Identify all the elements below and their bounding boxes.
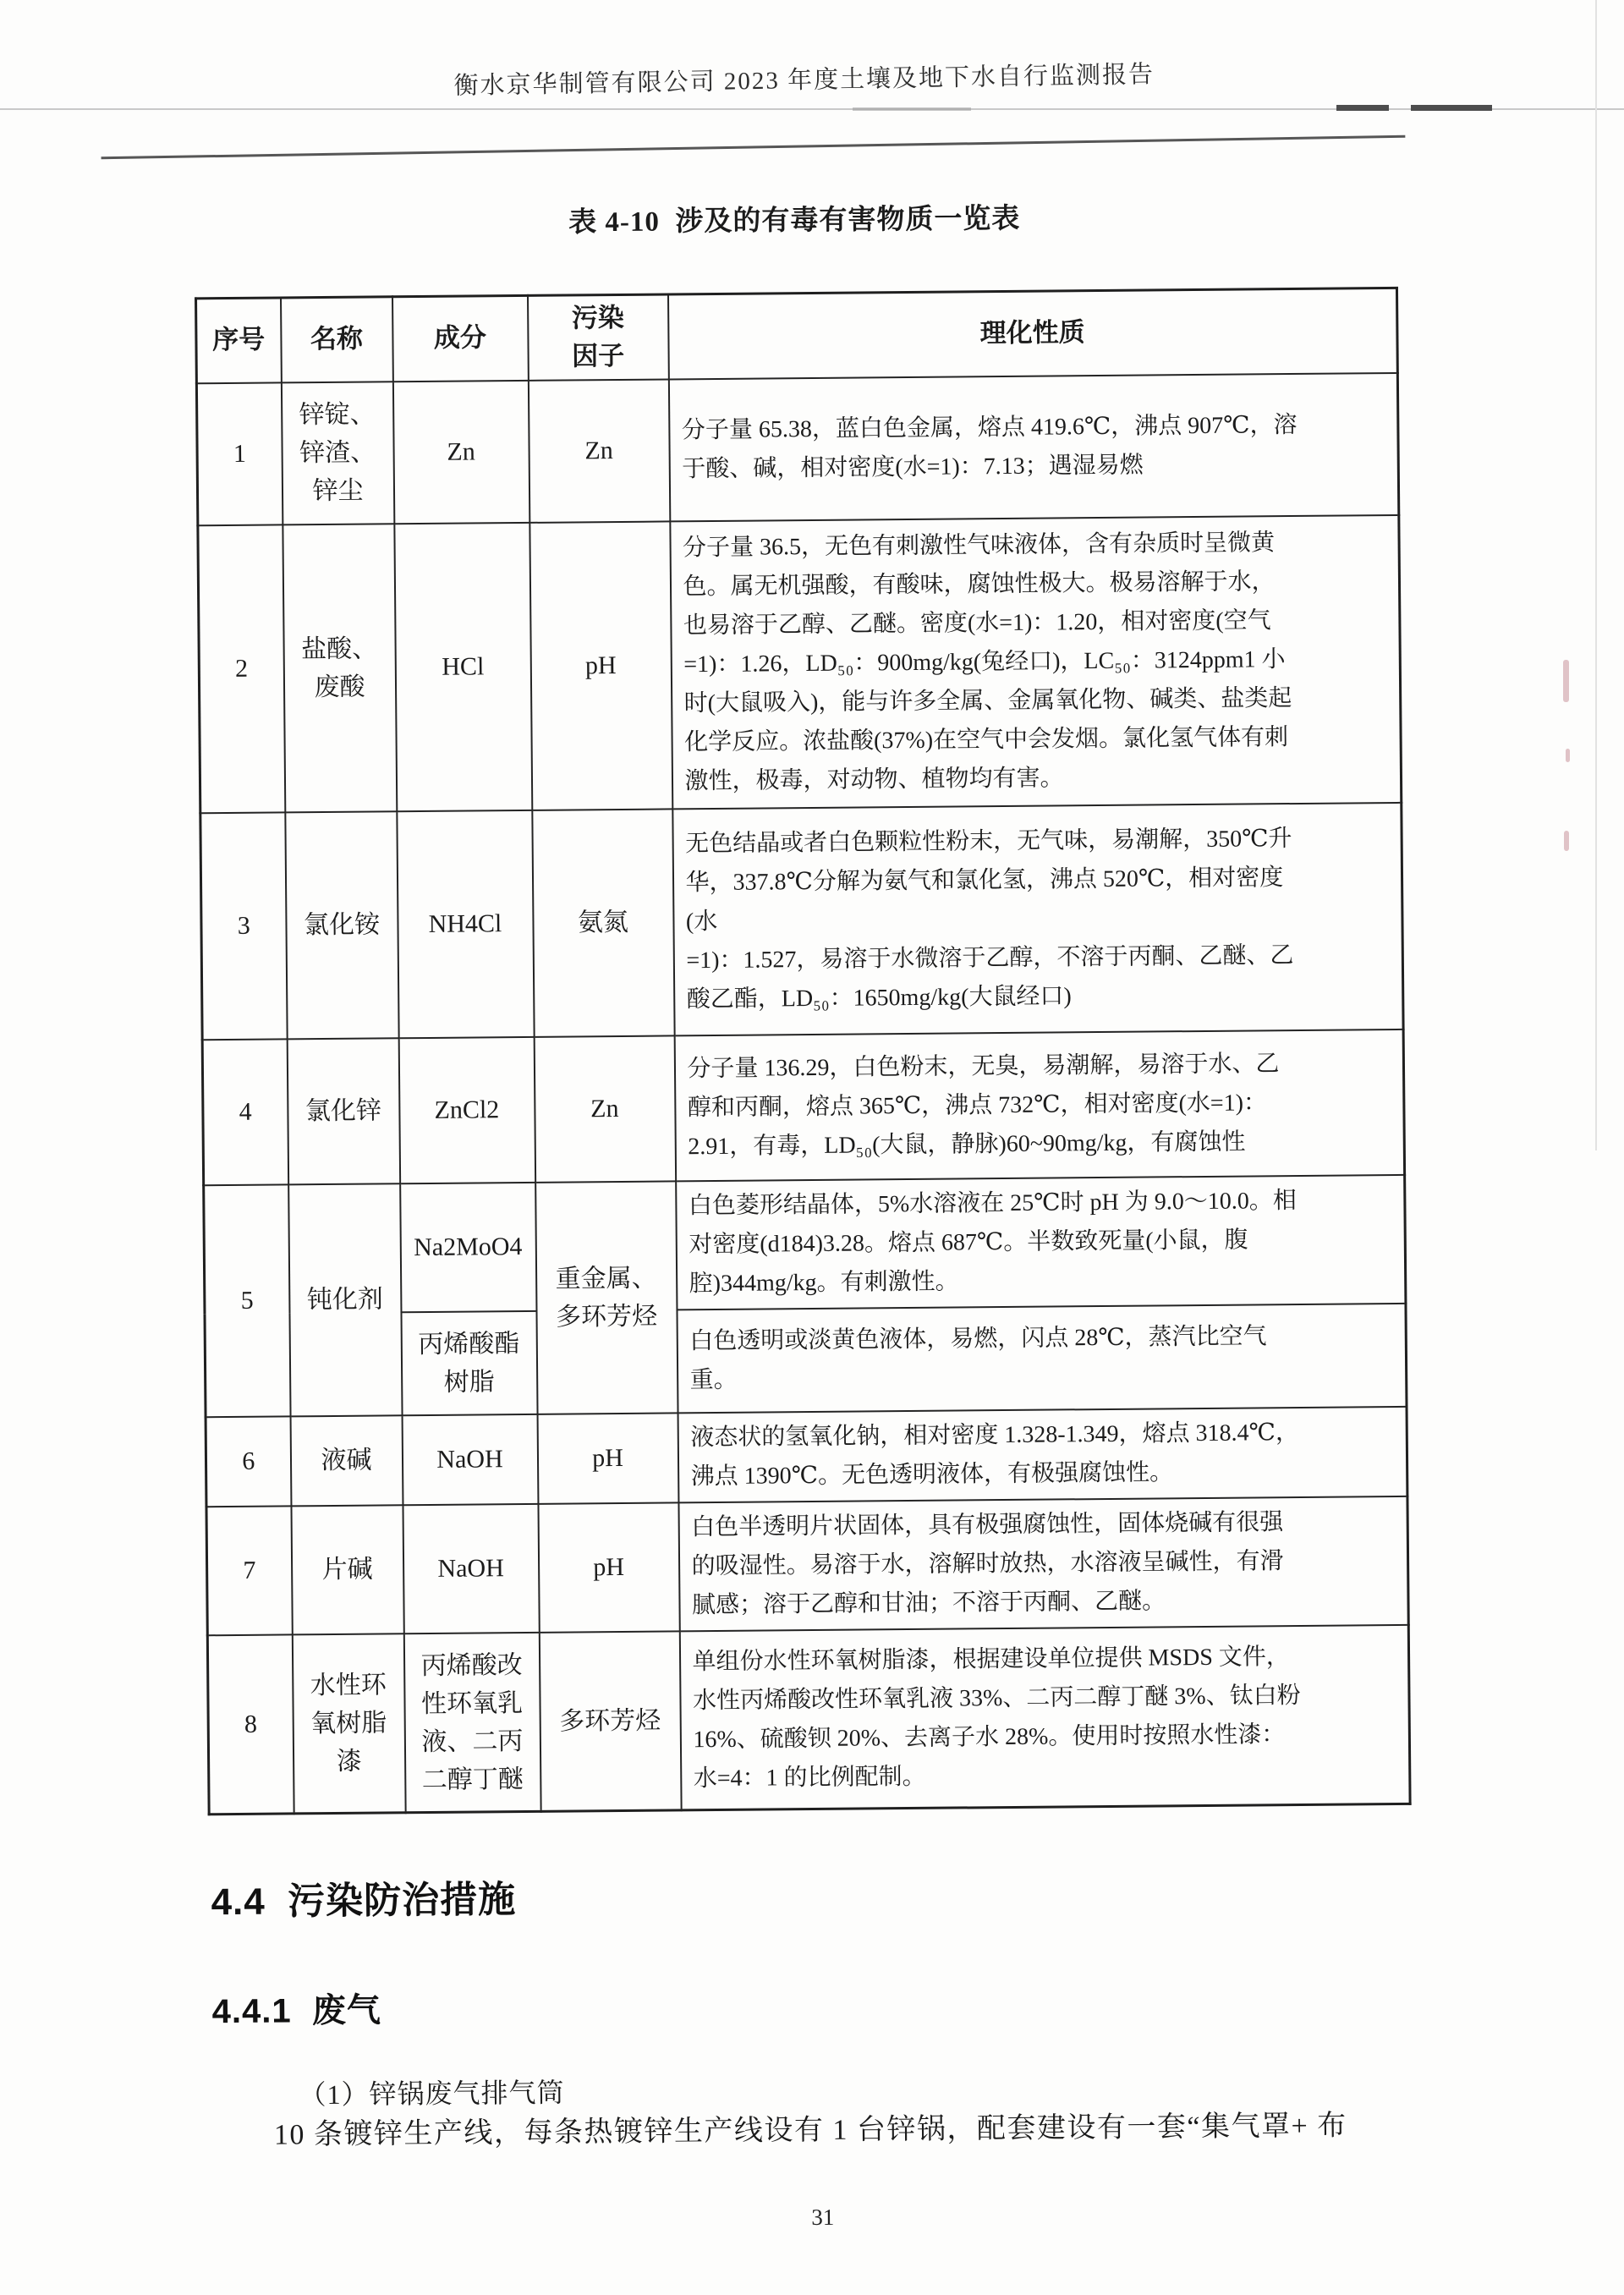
cell-no: 7 xyxy=(206,1506,292,1635)
section-heading-4-4-1: 4.4.1 废气 xyxy=(211,1991,382,2031)
cell-component: NaOH xyxy=(402,1414,538,1505)
cell-factor: pH xyxy=(529,521,672,810)
cell-properties: 白色半透明片状固体，具有极强腐蚀性，固体烧碱有很强 的吸湿性。易溶于水，溶解时放热，水溶液呈碱性，有滑 腻感；溶于乙醇和甘油；不溶于丙酮、乙醚。 xyxy=(678,1496,1408,1632)
section-heading-4-4: 4.4 污染防治措施 xyxy=(211,1879,517,1924)
cell-name: 盐酸、 废酸 xyxy=(283,524,397,812)
table-row xyxy=(202,1029,1404,1185)
cell-component: Zn xyxy=(392,381,529,524)
report-header-title: 衡水京华制管有限公司 2023 年度土壤及地下水自行监测报告 xyxy=(453,61,1155,100)
col-header-component: 成分 xyxy=(392,295,529,382)
cell-factor: 多环芳烃 xyxy=(539,1631,681,1811)
cell-factor: 氨氮 xyxy=(532,809,674,1036)
list-item-1: （1）锌锅废气排气筒 xyxy=(299,2077,565,2111)
cell-name: 片碱 xyxy=(291,1505,403,1634)
cell-properties: 分子量 65.38，蓝白色金属，熔点 419.6℃，沸点 907℃，溶 于酸、碱，相对密度(水=1)：7.13；遇湿易燃 xyxy=(668,373,1398,522)
cell-component: ZnCl2 xyxy=(398,1037,535,1183)
cell-name: 氯化锌 xyxy=(287,1038,399,1184)
cell-no: 5 xyxy=(204,1184,290,1417)
table-row xyxy=(206,1496,1408,1635)
cell-factor: Zn xyxy=(528,379,669,522)
table-header-row xyxy=(196,288,1398,383)
cell-properties: 白色透明或淡黄色液体，易燃，闪点 28℃，蒸汽比空气 重。 xyxy=(677,1304,1407,1414)
cell-no: 1 xyxy=(196,382,282,525)
col-header-properties: 理化性质 xyxy=(667,288,1397,379)
cell-component: HCl xyxy=(394,523,532,811)
cell-component: 丙烯酸酯 树脂 xyxy=(401,1311,537,1415)
body-paragraph: 10 条镀锌生产线，每条热镀锌生产线设有 1 台锌锅，配套建设有一套“集气罩+ 布 xyxy=(273,2110,1347,2151)
cell-no: 3 xyxy=(200,812,287,1040)
cell-properties: 白色菱形结晶体，5%水溶液在 25℃时 pH 为 9.0～10.0。相 对密度(d184)3.28。熔点 687℃。半数致死量(小鼠，腹 腔)344mg/kg。有刺激性。 xyxy=(676,1175,1406,1310)
table-row xyxy=(204,1175,1406,1314)
cell-properties: 单组份水性环氧树脂漆，根据建设单位提供 MSDS 文件， 水性丙烯酸改性环氧乳液 33%、二丙二醇丁醚 3%、钛白粉 16%、硫酸钡 20%、去离子水 28%。使用时按照水性漆： 水=4：1 的比例配制。 xyxy=(679,1625,1410,1811)
col-header-name: 名称 xyxy=(281,297,393,383)
cell-properties: 分子量 36.5，无色有刺激性气味液体，含有杂质时呈微黄 色。属无机强酸，有酸味，腐蚀性极大。极易溶解于水， 也易溶于乙醇、乙醚。密度(水=1)：1.20，相对密度(空气 =1)：1.26，LD₅₀：900mg/kg(兔经口)，LC₅₀：3124ppm1 小 时(大鼠吸入)，能与许多全属、金属氧化物、碱类、盐类起 化学反应。浓盐酸(37%)在空气中会发烟。氯化氢气体有刺 激性，极毒，对动物、植物均有害。 xyxy=(670,515,1402,810)
cell-properties: 无色结晶或者白色颗粒性粉末，无气味，易潮解，350℃升 华，337.8℃分解为氨气和氯化氢，沸点 520℃，相对密度 (水 =1)：1.527，易溶于水微溶于乙醇，不溶于丙酮、乙醚、乙 酸乙酯，LD₅₀：1650mg/kg(大鼠经口) xyxy=(672,803,1403,1036)
table-row xyxy=(206,1407,1407,1507)
header-underline xyxy=(102,135,1406,160)
cell-name: 水性环 氧树脂 漆 xyxy=(292,1633,405,1814)
cell-component: NH4Cl xyxy=(397,810,534,1038)
cell-no: 8 xyxy=(207,1634,294,1815)
cell-component: 丙烯酸改 性环氧乳 液、二丙 二醇丁醚 xyxy=(403,1633,540,1813)
cell-properties: 分子量 136.29，白色粉末，无臭，易潮解，易溶于水、乙 醇和丙酮，熔点 365℃，沸点 732℃，相对密度(水=1)： 2.91，有毒，LD₅₀(大鼠，静脉)60~90mg/kg，有腐蚀性 xyxy=(674,1029,1404,1182)
cell-no: 6 xyxy=(206,1416,291,1507)
cell-factor: pH xyxy=(537,1413,678,1503)
cell-factor: 重金属、 多环芳烃 xyxy=(535,1181,678,1414)
cell-name: 液碱 xyxy=(290,1415,403,1506)
cell-factor: Zn xyxy=(534,1035,675,1182)
cell-factor: pH xyxy=(538,1502,679,1632)
cell-properties: 液态状的氢氧化钠，相对密度 1.328-1.349，熔点 318.4℃， 沸点 1390℃。无色透明液体，有极强腐蚀性。 xyxy=(678,1407,1407,1503)
table-row xyxy=(198,515,1402,813)
table-row xyxy=(200,803,1403,1040)
hazardous-substances-table xyxy=(195,287,1412,1816)
page-number: 31 xyxy=(811,2204,835,2231)
cell-name: 氯化铵 xyxy=(285,811,398,1039)
cell-name: 锌锭、 锌渣、 锌尘 xyxy=(281,382,393,524)
cell-no: 2 xyxy=(198,524,285,813)
table-title: 表 4-10 涉及的有毒有害物质一览表 xyxy=(568,203,1021,239)
cell-name: 钝化剂 xyxy=(288,1183,402,1416)
cell-component: NaOH xyxy=(403,1504,539,1633)
col-header-factor: 污染 因子 xyxy=(528,294,669,381)
table-row xyxy=(196,373,1398,525)
cell-no: 4 xyxy=(202,1039,288,1185)
table-row xyxy=(207,1625,1410,1815)
cell-component: Na2MoO4 xyxy=(400,1183,536,1312)
col-header-no: 序号 xyxy=(196,298,282,383)
